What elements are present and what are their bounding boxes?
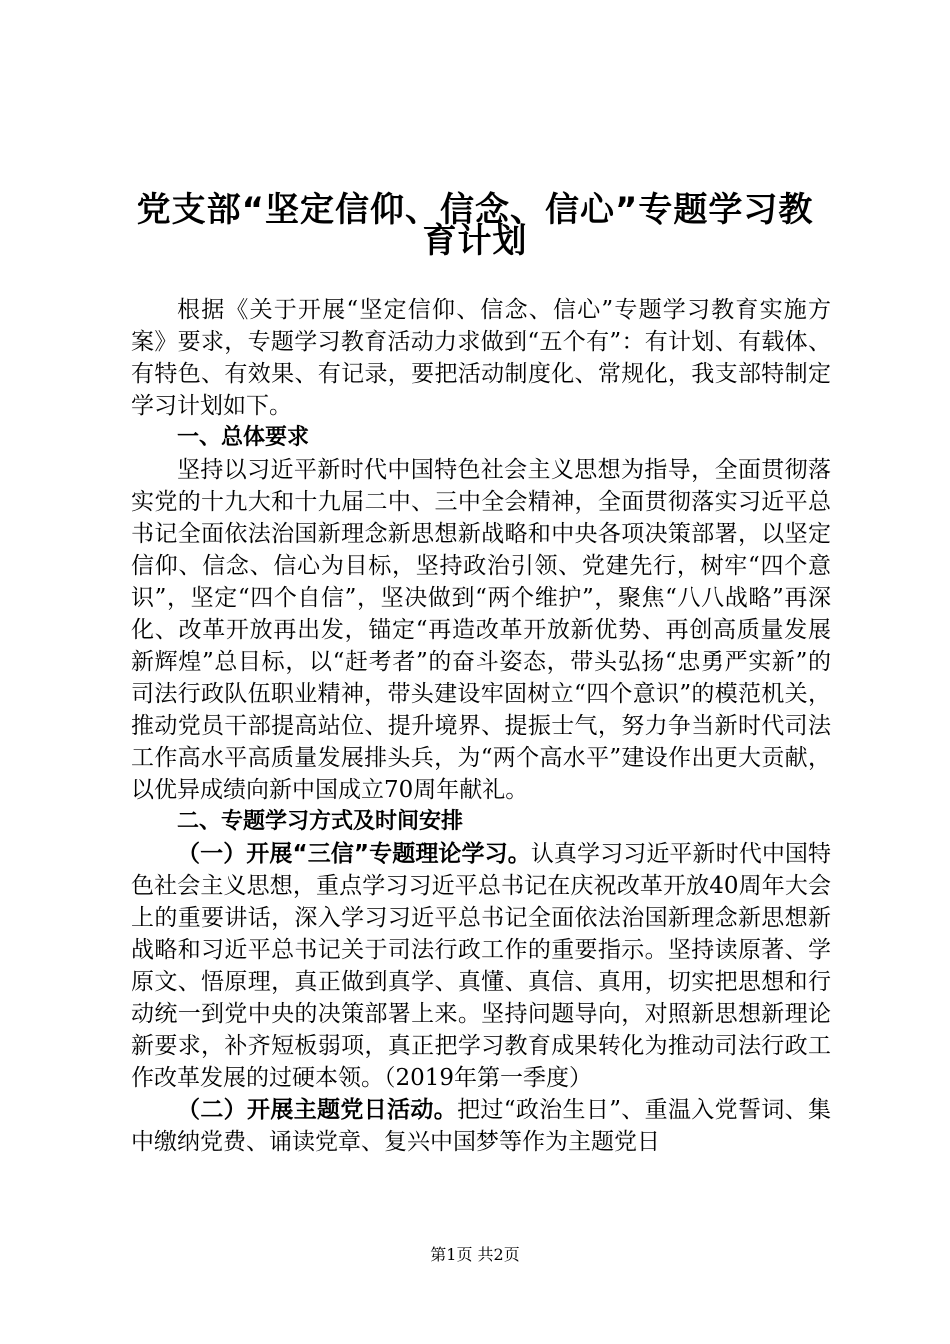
document-body [131, 294, 831, 1158]
document-title-line-1: 党支部“坚定信仰、信念、信心”专题学习教 [136, 190, 814, 230]
section-1-heading: 一、总体要求 [177, 425, 310, 450]
section-1-paragraph: 坚持以习近平新时代中国特色社会主义思想为指导，全面贯彻落实党的十九大和十九届二中、三中全会精神，全面贯彻落实习近平总书记全面依法治国新理念新思想新战略和中央各项决策部署，以坚定信仰、信念、信心为目标，坚持政治引领、党建先行，树牢“四个意识”，坚定“四个自信”，坚决做到“两个维护”，聚焦“八八战略”再深化、改革开放再出发，锚定“再造改革开放新优势、再创高质量发展新辉煌”总目标，以“赶考者”的奋斗姿态，带头弘扬“忠勇严实新”的司法行政队伍职业精神，带头建设牢固树立“四个意识”的模范机关，推动党员干部提高站位、提升境界、提振士气，努力争当新时代司法工作高水平高质量发展排头兵，为“两个高水平”建设作出更大贡献，以优异成绩向新中国成立70周年献礼。 [131, 457, 831, 803]
page-footer: 第1页 共2页 [430, 1245, 520, 1264]
item-1-lead: （一）开展“三信”专题理论学习。 [177, 841, 531, 867]
intro-paragraph: 根据《关于开展“坚定信仰、信念、信心”专题学习教育实施方案》要求，专题学习教育活动力求做到“五个有”：有计划、有载体、有特色、有效果、有记录，要把活动制度化、常规化，我支部特制定学习计划如下。 [131, 297, 831, 419]
item-1-body: 认真学习习近平新时代中国特色社会主义思想，重点学习习近平总书记在庆祝改革开放40周年大会上的重要讲话，深入学习习近平总书记全面依法治国新理念新思想新战略和习近平总书记关于司法行政工作的重要指示。坚持读原著、学原文、悟原理，真正做到真学、真懂、真信、真用，切实把思想和行动统一到党中央的决策部署上来。坚持问题导向，对照新思想新理论新要求，补齐短板弱项，真正把学习教育成果转化为推动司法行政工作改革发展的过硬本领。（2019年第一季度） [131, 841, 832, 1091]
item-1-paragraph [131, 838, 831, 1094]
item-2-lead: （二）开展主题党日活动。 [177, 1097, 458, 1123]
document-title-line-2: 育计划 [422, 221, 528, 261]
section-2-heading: 二、专题学习方式及时间安排 [177, 809, 464, 834]
item-2-paragraph [131, 1094, 831, 1158]
item-2-body: 把过“政治生日”、重温入党誓词、集中缴纳党费、诵读党章、复兴中国梦等作为主题党日 [131, 1097, 831, 1155]
